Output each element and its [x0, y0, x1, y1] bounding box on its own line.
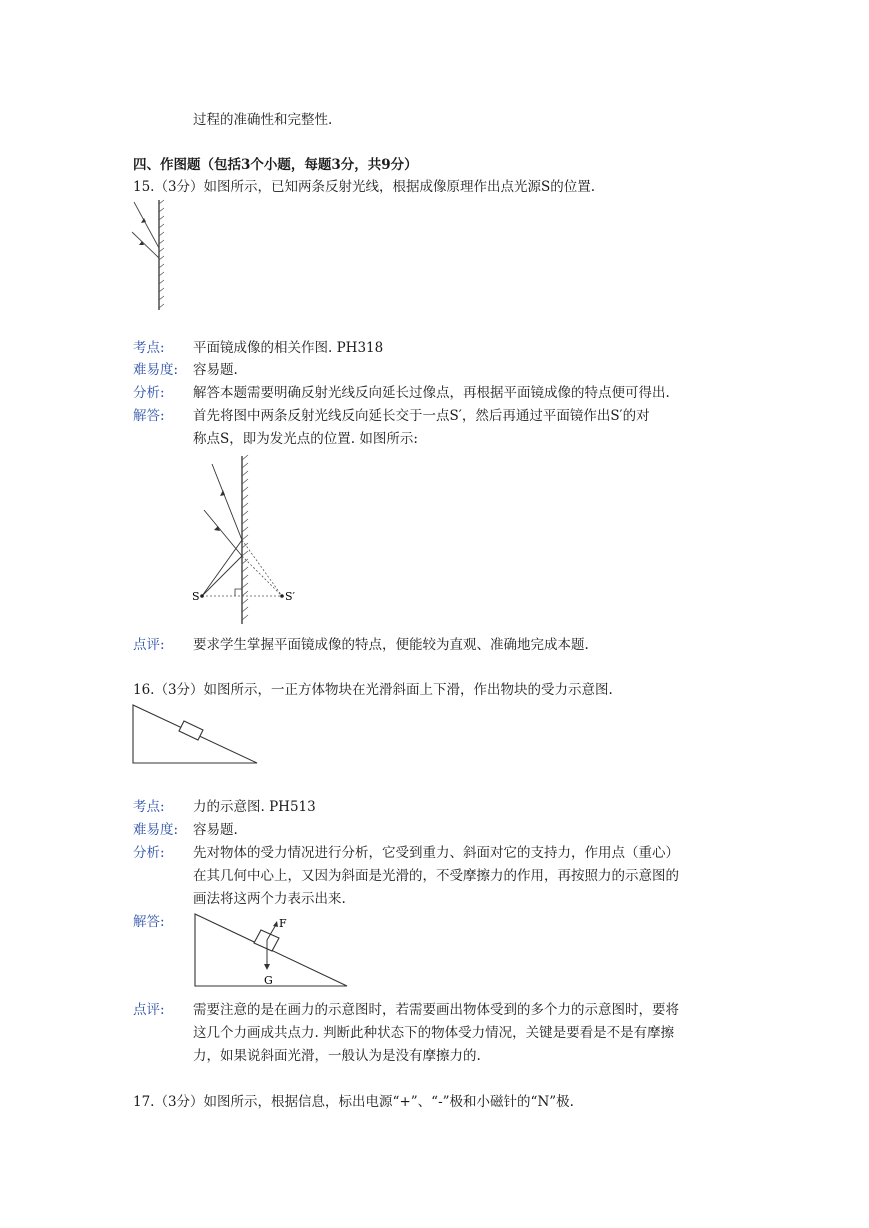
q15-kaodian: 平面镜成像的相关作图. PH318	[193, 340, 384, 356]
q15-dianping-label: 点评:	[133, 637, 165, 653]
q15-nandu: 容易题.	[193, 362, 238, 378]
q15-dianping: 要求学生掌握平面镜成像的特点，便能较为直观、准确地完成本题.	[193, 637, 589, 653]
q17-stem: 17.（3分）如图所示，根据信息，标出电源“+”、“-”极和小磁针的“N”极.	[133, 1094, 574, 1110]
q15-stem: 15.（3分）如图所示，已知两条反射光线，根据成像原理作出点光源S的位置.	[133, 179, 596, 195]
q16-dianping-line2: 这几个力画成共点力. 判断此种状态下的物体受力情况，关键是要看是不是有摩擦	[193, 1025, 675, 1041]
q16-fig-label-g: G	[264, 974, 273, 987]
q16-nandu-label: 难易度:	[133, 822, 179, 838]
q16-fenxi-line1: 先对物体的受力情况进行分析，它受到重力、斜面对它的支持力，作用点（重心）	[193, 845, 679, 861]
q16-nandu: 容易题.	[193, 822, 238, 838]
q16-dianping-label: 点评:	[133, 1002, 165, 1018]
prev-answer-tail: 过程的准确性和完整性.	[193, 112, 333, 128]
q15-fig-label-s: S	[192, 590, 200, 603]
q16-stem: 16.（3分）如图所示，一正方体物块在光滑斜面上下滑，作出物块的受力示意图.	[133, 682, 613, 698]
q16-dianping-line1: 需要注意的是在画力的示意图时，若需要画出物体受到的多个力的示意图时，要将	[193, 1002, 679, 1018]
q16-jieda-label: 解答:	[133, 914, 165, 930]
q16-kaodian-label: 考点:	[133, 799, 165, 815]
q15-jieda-line1: 首先将图中两条反射光线反向延长交于一点S′，然后再通过平面镜作出S′的对	[193, 408, 650, 424]
q16-incline-figure	[131, 703, 261, 767]
q15-jieda-line2: 称点S，即为发光点的位置. 如图所示:	[193, 431, 418, 447]
q16-dianping-line3: 力，如果说斜面光滑，一般认为是没有摩擦力的.	[193, 1048, 481, 1064]
section-heading: 四、作图题（包括3个小题，每题3分，共9分）	[133, 157, 418, 173]
q15-fig-label-s-prime: S′	[285, 590, 296, 603]
q15-answer-figure	[190, 452, 310, 628]
q15-fenxi-label: 分析:	[133, 385, 165, 401]
q15-jieda-label: 解答:	[133, 408, 165, 424]
q15-nandu-label: 难易度:	[133, 362, 179, 378]
q16-answer-figure	[193, 912, 353, 990]
q16-fenxi-label: 分析:	[133, 845, 165, 861]
q16-fig-label-f: F	[279, 917, 287, 930]
q15-fenxi: 解答本题需要明确反射光线反向延长过像点，再根据平面镜成像的特点便可得出.	[193, 385, 670, 401]
q16-fenxi-line2: 在其几何中心上，又因为斜面是光滑的，不受摩擦力的作用，再按照力的示意图的	[193, 868, 679, 884]
q15-mirror-figure	[128, 196, 168, 314]
q16-fenxi-line3: 画法将这两个力表示出来.	[193, 891, 346, 907]
q15-kaodian-label: 考点:	[133, 340, 165, 356]
q16-kaodian: 力的示意图. PH513	[193, 799, 316, 815]
